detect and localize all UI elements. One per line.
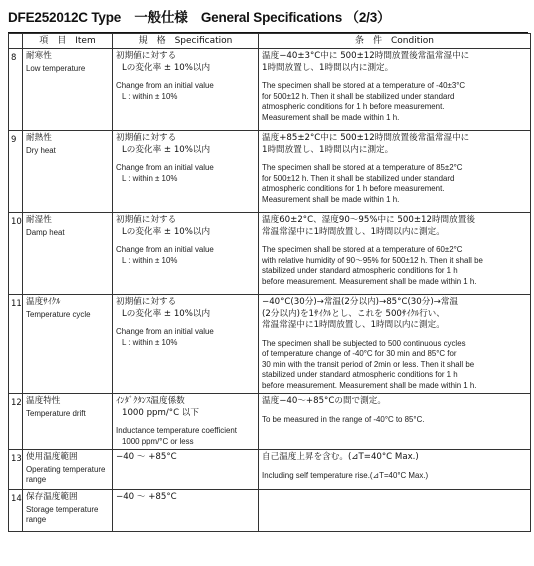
condition-line-en: Including self temperature rise.(⊿T=40°C Max.) [262,470,429,480]
spec-line-jp: Lの変化率 ± 10%以内 [122,308,211,319]
condition-line-en: for 500±12 h. Then it shall be stabilized under standard [262,173,455,183]
spec-line-jp: 初期値に対する [116,133,177,143]
spec-line-en: Change from an initial value [116,245,214,254]
spec-line-jp: 初期値に対する [116,215,177,225]
spec-line-jp: −40 〜 +85°C [116,492,177,502]
specification-cell [113,131,259,213]
condition-line-en: before measurement. Measurement shall be made within 1 h. [262,276,477,286]
spec-line-jp: −40 〜 +85°C [116,452,177,462]
condition-cell [259,49,531,131]
item-cell [23,131,113,213]
item-name-en: Temperature drift [26,408,86,418]
condition-line-en: for 500±12 h. Then it shall be stabilized under standard [262,91,455,101]
table-row [9,490,531,532]
spacer [262,238,527,245]
spacer [262,74,527,81]
item-cell [23,295,113,394]
condition-line-jp: 1時間放置し、1時間以内に測定。 [262,144,394,155]
item-name-jp: 温度ｻｲｸﾙ [26,297,61,307]
table-row [9,450,531,490]
condition-cell [259,213,531,295]
row-number: 14 [9,490,23,532]
condition-line-jp: 温度−40±3°C中に 500±12時間放置後常温常湿中に [262,51,470,61]
condition-line-jp: (2分以内)を1ｻｲｸﾙとし、これを 500ｻｲｸﾙ行い、 [262,308,445,319]
condition-line-en: stabilized under standard atmospheric conditions for 1 h [262,370,458,379]
condition-line-jp: 1時間放置し、1時間以内に測定。 [262,62,394,73]
item-cell [23,213,113,295]
item-name-en: Low temperature [26,63,86,73]
item-name-jp: 使用温度範囲 [26,452,78,462]
spec-line-jp: 1000 ppm/°C 以下 [122,407,199,418]
spec-line-en: L : within ± 10% [122,337,178,347]
item-name-jp: 保存温度範囲 [26,492,78,502]
item-name-en: Operating temperature range [26,464,106,484]
specification-cell [113,394,259,450]
item-name-en: Temperature cycle [26,309,91,319]
condition-line-en: Measurement shall be made within 1 h. [262,194,400,204]
condition-line-en: The specimen shall be subjected to 500 continuous cycles [262,338,466,348]
spacer [116,74,255,81]
item-name-jp: 温度特性 [26,396,61,406]
condition-line-jp: 温度−40〜+85°Cの間で測定。 [262,396,386,406]
condition-cell [259,394,531,450]
table-row [9,394,531,450]
spacer [116,238,255,245]
item-name-en: Dry heat [26,145,56,155]
spec-line-jp: Lの変化率 ± 10%以内 [122,226,211,237]
table-row [9,49,531,131]
condition-line-en: with relative humidity of 90〜95% for 500±12 h. Then it shall be [262,255,483,265]
spec-line-en: Inductance temperature coefficient [116,426,237,435]
condition-line-en: before measurement. Measurement shall be made within 1 h. [262,380,477,390]
condition-line-jp: 温度+85±2°C中に 500±12時間放置後常温常湿中に [262,133,470,143]
condition-line-en: The specimen shall be stored at a temperature of 85±2°C [262,163,463,172]
table-row [9,295,531,394]
page-title: DFE252012C Type 一般仕様 General Specifications （2/3） [8,4,528,34]
spec-line-en: L : within ± 10% [122,91,178,101]
condition-line-jp: 常温常湿中に1時間放置し、1時間以内に測定。 [262,320,445,330]
spec-line-en: Change from an initial value [116,327,214,336]
condition-cell [259,490,531,532]
condition-cell [259,295,531,394]
spec-line-jp: 初期値に対する [116,51,177,61]
condition-line-en: 30 min with the transit period of 2min or less. Then it shall be [262,359,475,369]
condition-line-jp: 自己温度上昇を含む。(⊿T=40°C Max.) [262,452,419,462]
spec-line-jp: 初期値に対する [116,297,177,307]
spacer [262,464,527,471]
item-name-jp: 耐湿性 [26,215,52,225]
spec-line-en: Change from an initial value [116,163,214,172]
condition-cell [259,131,531,213]
spacer [116,320,255,327]
row-number: 13 [9,450,23,490]
condition-line-jp: 温度60±2°C、湿度90〜95%中に 500±12時間放置後 [262,215,475,225]
spacer [262,408,527,415]
row-number: 10 [9,213,23,295]
spacer [262,156,527,163]
condition-line-en: atmospheric conditions for 1 h before measurement. [262,184,445,193]
spec-line-en: L : within ± 10% [122,173,178,183]
item-name-en: Damp heat [26,227,65,237]
specification-cell [113,295,259,394]
header-specification: 規 格 Specification [113,34,259,49]
condition-line-en: atmospheric conditions for 1 h before measurement. [262,102,445,111]
spacer [116,156,255,163]
specification-cell [113,49,259,131]
spec-line-en: Change from an initial value [116,81,214,90]
item-cell [23,394,113,450]
spacer [262,332,527,339]
spec-line-jp: Lの変化率 ± 10%以内 [122,144,211,155]
spacer [116,419,255,426]
specification-cell [113,450,259,490]
row-number: 11 [9,295,23,394]
table-row [9,213,531,295]
item-name-en: Storage temperature range [26,504,99,524]
table-header-row [9,34,531,49]
condition-line-en: To be measured in the range of -40°C to 85°C. [262,414,425,424]
header-no [9,34,23,49]
item-name-jp: 耐寒性 [26,51,52,61]
specifications-table [8,33,531,532]
condition-line-jp: −40°C(30分)→常温(2分以内)→85°C(30分)→常温 [262,297,459,307]
condition-line-en: The specimen shall be stored at a temperature of -40±3°C [262,81,466,90]
row-number: 8 [9,49,23,131]
specification-cell [113,213,259,295]
spec-line-en: L : within ± 10% [122,255,178,265]
condition-cell [259,450,531,490]
spec-line-jp: ｲﾝﾀﾞｸﾀﾝｽ温度係数 [116,396,185,406]
condition-line-jp: 常温常湿中に1時間放置し、1時間以内に測定。 [262,226,445,237]
item-name-jp: 耐熱性 [26,133,52,143]
condition-line-en: stabilized under standard atmospheric conditions for 1 h [262,266,458,275]
specification-cell [113,490,259,532]
header-condition: 条 件 Condition [259,34,531,49]
condition-line-en: Measurement shall be made within 1 h. [262,112,400,122]
table-row [9,131,531,213]
spec-line-en: 1000 ppm/°C or less [122,436,194,446]
item-cell [23,490,113,532]
row-number: 9 [9,131,23,213]
spec-line-jp: Lの変化率 ± 10%以内 [122,62,211,73]
condition-line-en: The specimen shall be stored at a temperature of 60±2°C [262,245,463,254]
header-item: 項 目 Item [23,34,113,49]
condition-line-en: of temperature change of -40°C for 30 min and 85°C for [262,349,457,358]
item-cell [23,450,113,490]
item-cell [23,49,113,131]
row-number: 12 [9,394,23,450]
